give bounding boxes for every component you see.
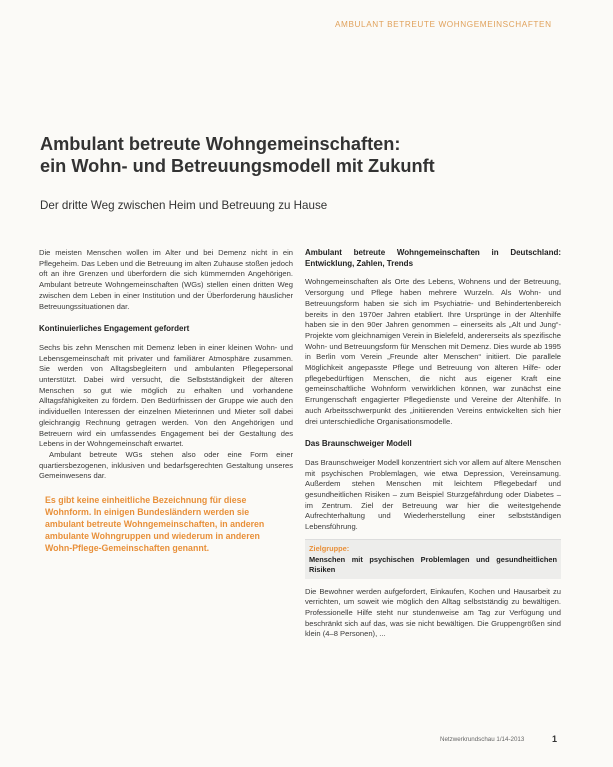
engagement-paragraph: Sechs bis zehn Menschen mit Demenz leben in einer kleinen Wohn- und Lebensgemeinschaft mit privater und familiärer Atmosphäre zusammen. Sie werden von Alltagsbegleitern und ambulanten Pflegepersonal unterstützt. Dabei wird versucht, die Selbstständigkeit der älteren Menschen so gut wie möglich zu erhalten und vorhandene Alltagsfähigkeiten zu fördern. Den Bedürfnissen der Gruppe wie auch den individuellen Interessen der einzelnen Mieterinnen und Mieter soll dabei gleichrangig Rechnung getragen werden. Von den Angehörigen und Betreuern wird ein umfassendes Engagement bei der Gestaltung des Lebens in der Wohngemeinschaft erwartet.	[39, 342, 293, 449]
development-paragraph: Wohngemeinschaften als Orte des Lebens, Wohnens und der Betreuung, Versorgung und Pflege haben mehrere Wurzeln. Als Wohn- und Betreuungsform haben sie sich im Psychiatrie- und Behindertenbereich bereits in den 1970er Jahren etabliert. Ihre Ursprünge in der Altenhilfe haben sie in den 90er Jahren genommen – einerseits als „Alt und Jung“-Projekte vom gleichnamigen Verein in Bielefeld, andererseits als spezifische Wohn- und Betreuungsform für Menschen mit Demenz. Dies wurde ab 1995 in Berlin vom Verein „Freunde alter Menschen“ initiiert. Die parallele Möglichkeit angepasste Pflege und Betreuung von älteren Hilfe- oder pflegebedürftigen Menschen, die nicht aus eigener Kraft eine gemeinschaftliche Wohnform verwirklichen können, war zunächst eine Errungenschaft engagierter Pflegedienste und Vereine der Altenhilfe. In auch Arbeitsschwerpunkt des „initiierenden Vereins entwickelten sich hier drei unterschiedliche Organisationsmodelle.	[305, 277, 561, 426]
page-number: 1	[552, 734, 558, 744]
article-title	[40, 133, 580, 177]
right-column	[305, 248, 561, 640]
title-line-2: ein Wohn- und Betreuungsmodell mit Zukunft	[40, 156, 435, 176]
quarter-paragraph: Ambulant betreute WGs stehen also oder eine Form einer quartiersbezogenen, inklusiven und bedarfsgerechten Gestaltung unseres Gemeinwesens dar.	[39, 449, 293, 481]
section-heading-braunschweig: Das Braunschweiger Modell	[305, 439, 412, 449]
section-tag: AMBULANT BETREUTE WOHNGEMEINSCHAFTEN	[335, 20, 552, 29]
target-group-box	[305, 539, 561, 579]
callout-box: Es gibt keine einheitliche Bezeichnung für diese Wohnform. In einigen Bundesländern werden sie ambulant betreute Wohngemeinschaften, in anderen ambulante Wohngruppen und wiederum in anderen Wohn-Pflege-Gemeinschaften genannt.	[45, 495, 265, 554]
section-heading-development: Ambulant betreute Wohngemeinschaften in Deutschland: Entwicklung, Zahlen, Trends	[305, 248, 561, 268]
left-column	[39, 248, 293, 556]
article-subtitle: Der dritte Weg zwischen Heim und Betreuung zu Hause	[40, 199, 328, 212]
residents-paragraph: Die Bewohner werden aufgefordert, Einkaufen, Kochen und Hausarbeit zu verrichten, um soweit wie möglich den Alltag selbstständig zu bewältigen. Professionelle Hilfe steht nur stundenweise am Tag zur Verfügung und beschränkt sich auf das, was sie nicht bewältigen. Die Gruppengrößen sind klein (4–8 Personen), ...	[305, 586, 561, 639]
section-heading-engagement: Kontinuierliches Engagement gefordert	[39, 324, 190, 334]
magazine-name: Netzwerkrundschau 1/14-2013	[440, 736, 525, 743]
target-group-text: Menschen mit psychischen Problemlagen und gesundheitlichen Risiken	[309, 554, 557, 574]
intro-paragraph: Die meisten Menschen wollen im Alter und bei Demenz nicht in ein Pflegeheim. Das Leben und die Betreuung im alten Zuhause stoßen jedoch oft an ihre Grenzen und überfordern die sich kümmernden Angehörigen. Ambulant betreute Wohngemeinschaften (WGs) stellen einen dritten Weg zwischen dem Leben in einer Institution und der Überforderung häuslicher Betreuungssituationen dar.	[39, 248, 293, 311]
title-line-1: Ambulant betreute Wohngemeinschaften:	[40, 134, 401, 154]
target-group-label: Zielgruppe:	[309, 543, 350, 553]
braunschweig-paragraph: Das Braunschweiger Modell konzentriert sich vor allem auf ältere Menschen mit psychischen Problemlagen, wie etwa Depression, Vereinsamung. Außerdem stehen Menschen mit leichtem Pflegebedarf und gesundheitlichen Risiken – zum Beispiel Sturzgefährdung oder Diabetes – im Zentrum. Ziel der Betreuung war hier die weitestgehende Aufrechterhaltung und Wiederherstellung einer selbstständigen Lebensführung.	[305, 457, 561, 532]
